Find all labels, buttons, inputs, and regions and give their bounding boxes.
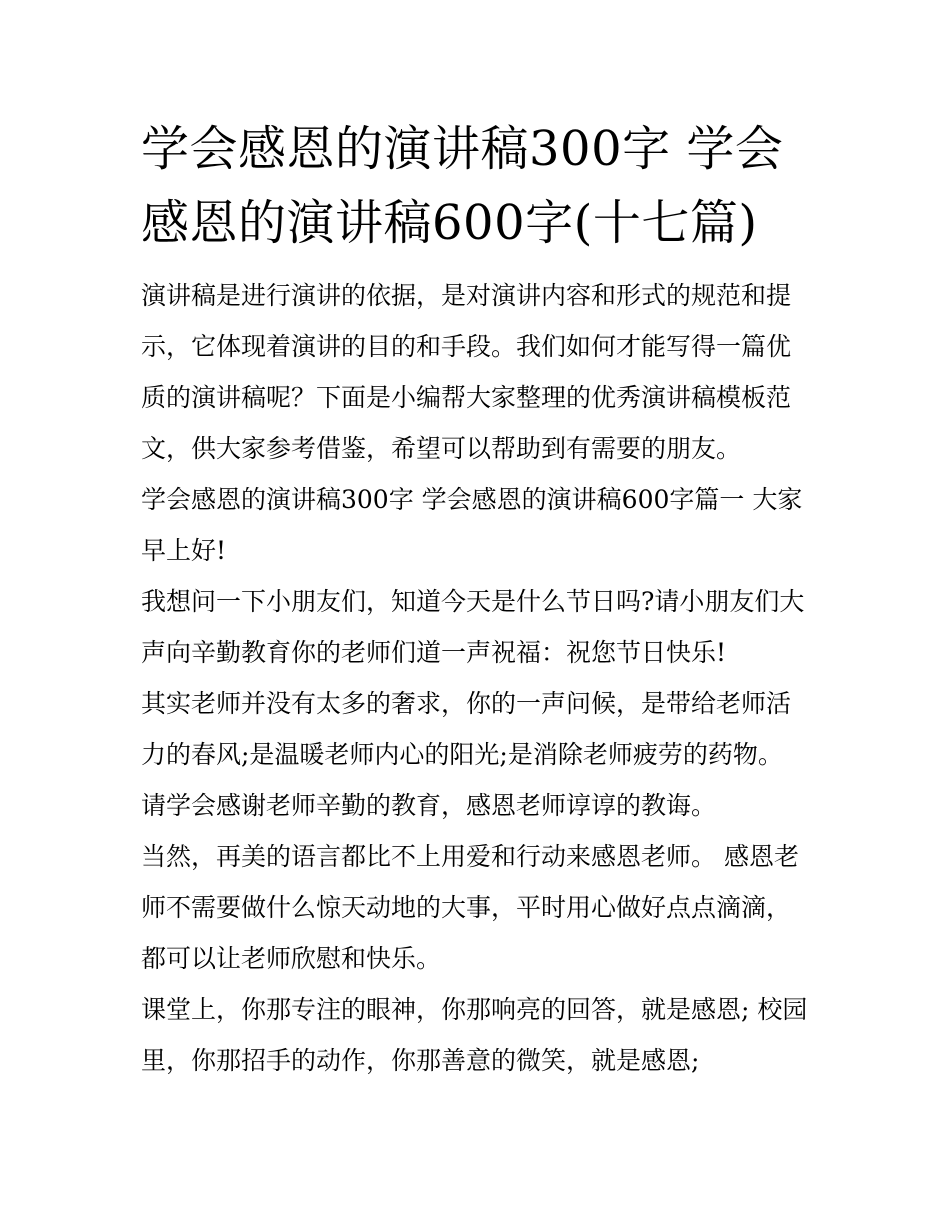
paragraph-teacher-wish: 其实老师并没有太多的奢求，你的一声问候，是带给老师活力的春风;是温暖老师内心的阳光;是消除老师疲劳的药物。 请学会感谢老师辛勤的教育，感恩老师谆谆的教诲。: [141, 689, 792, 820]
paragraph-action: 当然，再美的语言都比不上用爱和行动来感恩老师。 感恩老师不需要做什么惊天动地的大事，平时用心做好点点滴滴，都可以让老师欣慰和快乐。: [141, 842, 799, 973]
paragraph-question: 我想问一下小朋友们，知道今天是什么节日吗?请小朋友们大声向辛勤教育你的老师们道一声祝福：祝您节日快乐!: [141, 587, 805, 667]
paragraph-greeting: 学会感恩的演讲稿300字 学会感恩的演讲稿600字篇一 大家早上好!: [141, 485, 803, 565]
document-title: 学会感恩的演讲稿300字 学会感恩的演讲稿600字(十七篇): [141, 121, 784, 251]
document-page: [141, 112, 813, 1086]
paragraph-intro: 演讲稿是进行演讲的依据，是对演讲内容和形式的规范和提示，它体现着演讲的目的和手段。我们如何才能写得一篇优质的演讲稿呢？下面是小编帮大家整理的优秀演讲稿模板范文，供大家参考借鉴，希望可以帮助到有需要的朋友。: [141, 281, 792, 463]
paragraph-classroom: 课堂上，你那专注的眼神，你那响亮的回答，就是感恩; 校园里，你那招手的动作，你那善意的微笑，就是感恩;: [141, 995, 808, 1075]
document-body: [141, 270, 813, 1086]
